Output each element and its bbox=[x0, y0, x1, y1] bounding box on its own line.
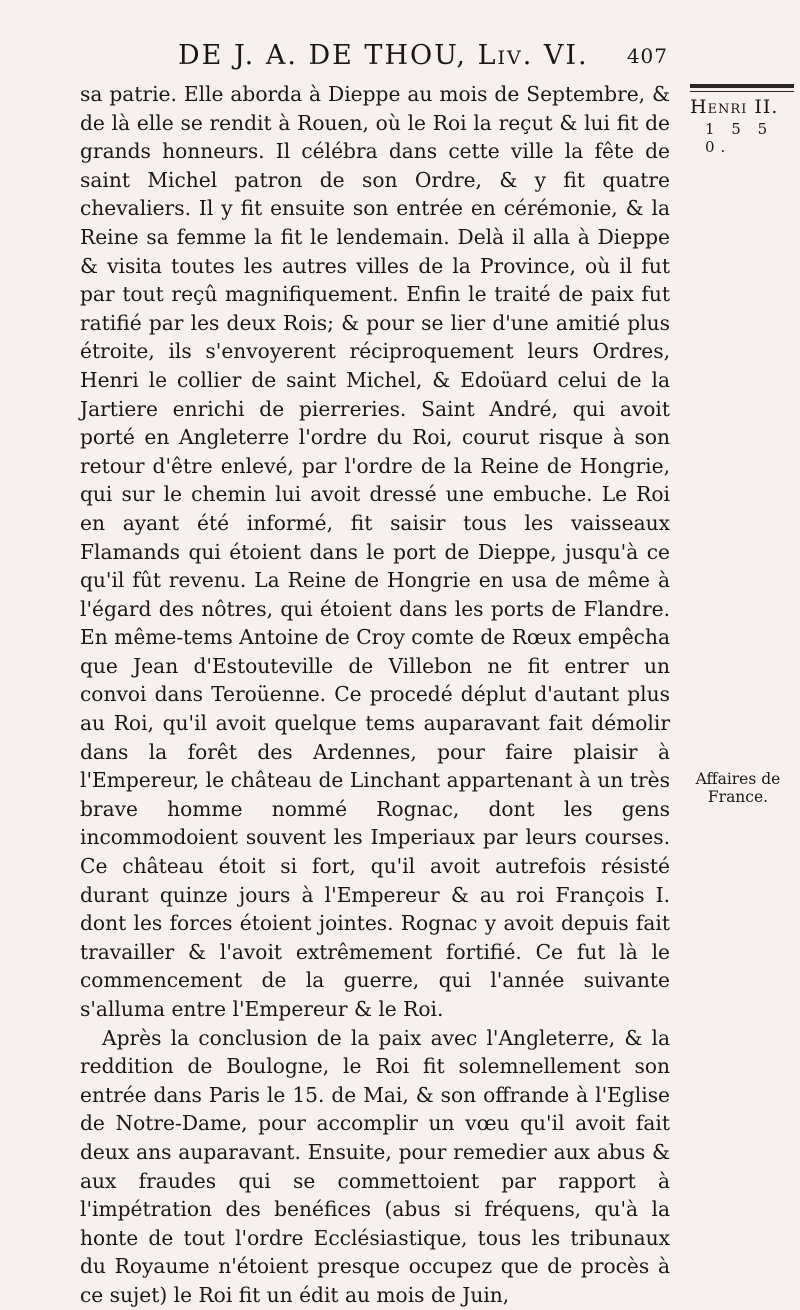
margin-topic-line-2: France. bbox=[707, 788, 769, 806]
margin-note-year: 1 5 5 0. bbox=[705, 120, 774, 156]
margin-topic-line-1: Affaires de bbox=[695, 770, 781, 788]
running-head bbox=[178, 40, 668, 71]
running-title: DE J. A. DE THOU, Liv. VI. bbox=[178, 40, 589, 71]
margin-note-topic bbox=[682, 770, 794, 806]
body-text bbox=[80, 80, 670, 1310]
margin-rule-divider bbox=[690, 84, 794, 88]
page-number: 407 bbox=[626, 44, 668, 68]
margin-note-king: Henri II. bbox=[690, 96, 779, 118]
paragraph-1: sa patrie. Elle aborda à Dieppe au mois de Septembre, & de là elle se rendit à Rouen, où le Roi la reçut & lui fit de grands honneurs. Il célébra dans cette ville la fête de saint Michel patron de son Ordre, & y fit quatre chevaliers. Il y fit ensuite son entrée en cérémonie, & la Reine sa femme la fit le lendemain. Delà il alla à Dieppe & visita toutes les autres villes de la Province, où il fut par tout reçû magnifiquement. Enfin le traité de paix fut ratifié par les deux Rois; & pour se lier d'une amitié plus étroite, ils s'envoyerent réciproquement leurs Ordres, Henri le collier de saint Michel, & Edoüard celui de la Jartiere enrichi de pierreries. Saint André, qui avoit porté en Angleterre l'ordre du Roi, courut risque à son retour d'être enlevé, par l'ordre de la Reine de Hongrie, qui sur le chemin lui avoit dressé une embuche. Le Roi en ayant été informé, fit saisir tous les vaisseaux Flamands qui étoient dans le port de Dieppe, jusqu'à ce qu'il fût revenu. La Reine de Hongrie en usa de même à l'égard des nôtres, qui étoient dans les ports de Flandre. En même-tems Antoine de Croy comte de Rœux empêcha que Jean d'Estouteville de Villebon ne fit entrer un convoi dans Teroüenne. Ce procedé déplut d'autant plus au Roi, qu'il avoit quelque tems auparavant fait démolir dans la forêt des Ardennes, pour faire plaisir à l'Empereur, le château de Linchant appartenant à un très brave homme nommé Rognac, dont les gens incommodoient souvent les Imperiaux par leurs courses. Ce château étoit si fort, qu'il avoit autrefois résisté durant quinze jours à l'Empereur & au roi François I. dont les forces étoient jointes. Rognac y avoit depuis fait travailler & l'avoit extrêmement fortifié. Ce fut là le commencement de la guerre, qui l'année suivante s'alluma entre l'Empereur & le Roi. bbox=[80, 82, 670, 1021]
paragraph-2: Après la conclusion de la paix avec l'Angleterre, & la reddition de Boulogne, le Roi fit solemnellement son entrée dans Paris le 15. de Mai, & son offrande à l'Eglise de Notre-Dame, pour accomplir un vœu qu'il avoit fait deux ans auparavant. Ensuite, pour remedier aux abus & aux fraudes qui se commettoient par rapport à l'impétration des benéfices (abus si fréquens, qu'à la honte de tout l'ordre Ecclésiastique, tous les tribunaux du Royaume n'étoient presque occupez que de procès à ce sujet) le Roi fit un édit au mois de Juin, bbox=[80, 1025, 670, 1307]
